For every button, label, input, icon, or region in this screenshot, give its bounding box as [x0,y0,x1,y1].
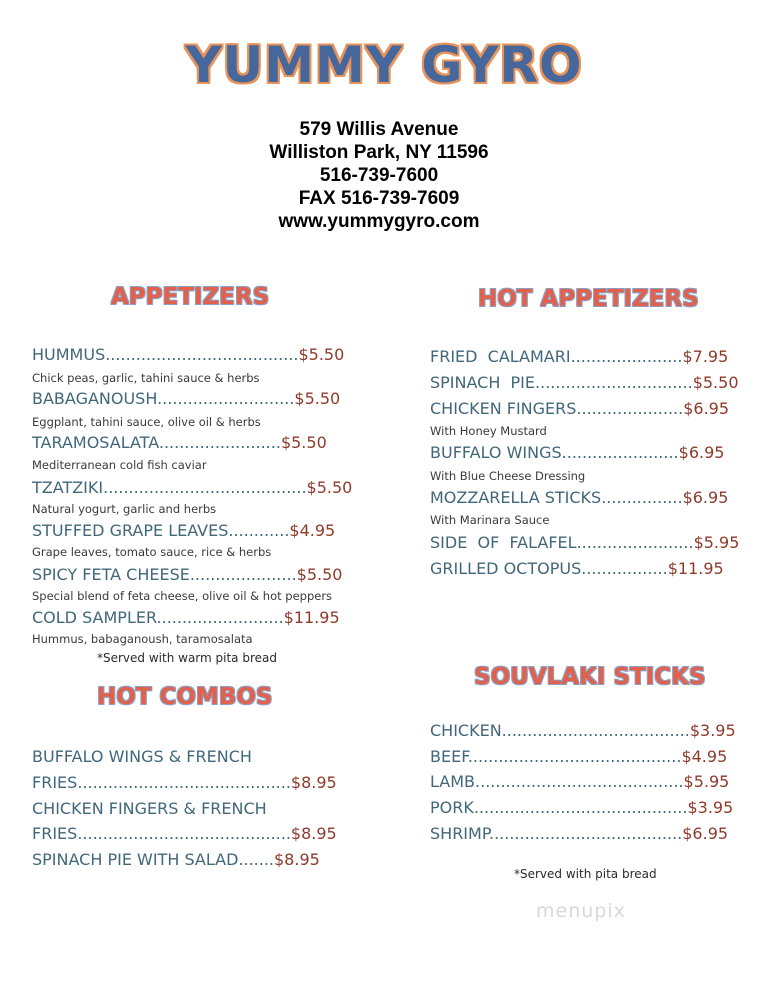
menu-item: SPINACH PIE...............................$5.50 [430,373,739,392]
contact-block [0,118,758,233]
item-description: Natural yogurt, garlic and herbs [32,502,217,516]
item-description: Mediterranean cold fish caviar [32,458,207,472]
menu-item: CHICKEN.....................................$3.95 [430,721,736,740]
menu-item: HUMMUS......................................$5.50 [32,345,345,364]
souvlaki-heading: SOUVLAKI STICKS [474,664,706,690]
item-description: Grape leaves, tomato sauce, rice & herbs [32,545,272,559]
phone: 516-739-7600 [319,165,439,186]
menu-item: FRIES..........................................$8.95 [32,824,337,843]
appetizers-heading: APPETIZERS [111,284,270,310]
item-description: Hummus, babaganoush, taramosalata [32,632,253,646]
menu-item: TARAMOSALATA........................$5.50 [32,433,327,452]
menu-item: SIDE OF FALAFEL.......................$5.95 [430,533,740,552]
menu-item: COLD SAMPLER.........................$11.95 [32,608,340,627]
watermark: menupix [536,900,626,922]
menu-item: FRIED CALAMARI......................$7.95 [430,347,729,366]
item-description: Eggplant, tahini sauce, olive oil & herbs [32,415,261,429]
combo-line: BUFFALO WINGS & FRENCH [32,747,252,766]
menu-item: STUFFED GRAPE LEAVES............$4.95 [32,521,336,540]
appetizers-note: *Served with warm pita bread [97,651,277,665]
item-description: With Blue Cheese Dressing [430,469,586,483]
item-description: With Marinara Sauce [430,513,550,527]
hot-combos-heading: HOT COMBOS [97,684,273,710]
menu-item: BABAGANOUSH...........................$5.50 [32,389,341,408]
menu-item: PORK..........................................$3.95 [430,798,734,817]
menu-item: GRILLED OCTOPUS.................$11.95 [430,559,724,578]
menu-item: SPICY FETA CHEESE.....................$5.50 [32,565,343,584]
combo-line: CHICKEN FINGERS & FRENCH [32,799,267,818]
menu-item: BEEF..........................................$4.95 [430,747,728,766]
menu-item: CHICKEN FINGERS.....................$6.95 [430,399,730,418]
menu-item: TZATZIKI........................................$5.50 [32,478,353,497]
item-description: With Honey Mustard [430,424,547,438]
souvlaki-note: *Served with pita bread [514,867,657,881]
menu-item: BUFFALO WINGS.......................$6.95 [430,443,725,462]
menu-item: MOZZARELLA STICKS................$6.95 [430,488,729,507]
address: 579 Willis Avenue [299,119,459,140]
item-description: Chick peas, garlic, tahini sauce & herbs [32,371,260,385]
city: Williston Park, NY 11596 [269,142,489,163]
website[interactable]: www.yummygyro.com [278,211,480,232]
hot-appetizers-heading: HOT APPETIZERS [478,286,699,312]
menu-item: FRIES..........................................$8.95 [32,773,337,792]
restaurant-name: YUMMY GYRO [185,36,583,94]
item-description: Special blend of feta cheese, olive oil & hot peppers [32,589,333,603]
menu-item: LAMB.........................................$5.95 [430,772,730,791]
menu-item: SPINACH PIE WITH SALAD.......$8.95 [32,850,320,869]
menu-item: SHRIMP......................................$6.95 [430,824,729,843]
fax: FAX 516-739-7609 [298,188,460,209]
